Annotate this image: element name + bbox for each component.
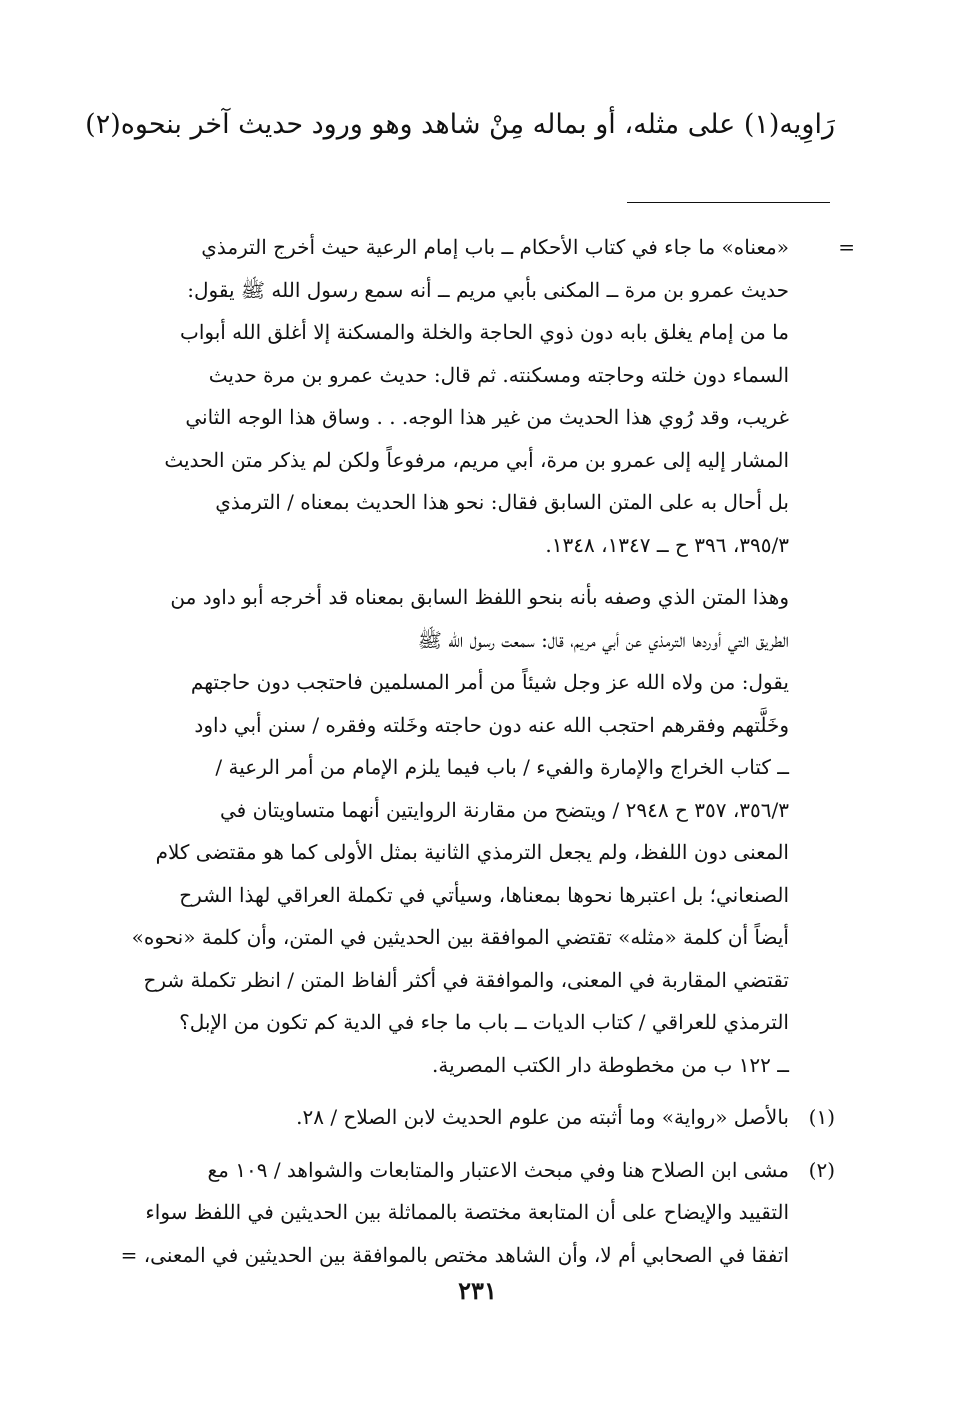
note-line: وخَلَّتهم وفقرهم احتجب الله عنه دون حاجته وخَلته وفقره / سنن أبي داود (194, 712, 789, 737)
continuation-mark: = (838, 235, 855, 259)
footnote-2 (120, 1149, 835, 1277)
footnote-number: (١) (808, 1105, 835, 1129)
note-line: بل أحال به على المتن السابق فقال: نحو هذا الحديث بمعناه / الترمذي (215, 490, 789, 514)
footnote-line: مشى ابن الصلاح هنا وفي مبحث الاعتبار والمتابعات والشواهد / ١٠٩ مع (207, 1157, 789, 1182)
note-line: غريب، وقد رُوي هذا الحديث من غير هذا الوجه. . . وساق هذا الوجه الثاني (185, 405, 789, 429)
note-line: ٣٩٥/٣، ٣٩٦ ح ــ ١٣٤٧، ١٣٤٨. (545, 532, 789, 557)
note-line: وهذا المتن الذي وصفه بأنه بنحو اللفظ السابق بمعناه قد أخرجه أبو داود من (170, 585, 789, 609)
note-line: المعنى دون اللفظ، ولم يجعل الترمذي الثانية بمثل الأولى كما هو مقتضى كلام (155, 840, 789, 864)
note-line: الصنعاني؛ بل اعتبرها نحوها بمعناها، وسيأتي في تكملة العراقي لهذا الشرح (179, 882, 789, 907)
note-line: المشار إليه إلى عمرو بن مرة، أبي مريم، مرفوعاً ولكن لم يذكر متن الحديث (164, 447, 789, 472)
note-line: تقتضي المقاربة في المعنى، والموافقة في أكثر ألفاظ المتن / انظر تكملة شرح (143, 967, 789, 992)
note-line: يقول: من ولاه الله عز وجل شيئاً من أمر المسلمين فاحتجب دون حاجتهم (190, 670, 789, 694)
footnote-1 (167, 1096, 835, 1139)
note-line: حديث عمرو بن مرة ــ المكنى بأبي مريم ــ أنه سمع رسول الله ﷺ يقول: (187, 277, 789, 302)
note-line: الطريق التي أوردها الترمذي عن أبي مريم، قال: سمعت رسول الله ﷺ (417, 627, 789, 652)
note-line: ٣٥٦/٣، ٣٥٧ ح ٢٩٤٨ / ويتضح من مقارنة الروايتين أنهما متساويتان في (220, 797, 789, 822)
footnote-number: (٢) (808, 1157, 835, 1182)
footnote-line: اتفقا في الصحابي أم لا، وأن الشاهد مختص بالموافقة بين الحديثين في المعنى، = (120, 1242, 789, 1267)
note-line: ما من إمام يغلق بابه دون ذوي الحاجة والخلة والمسكنة إلا أغلق الله أبواب (179, 320, 789, 344)
footnote-separator (627, 202, 830, 203)
second-paragraph (131, 576, 789, 1086)
note-line: السماء دون خلته وحاجته ومسكنته. ثم قال: حديث عمرو بن مرة حديث (208, 362, 789, 387)
footnote-line: التقييد والإيضاح على أن المتابعة مختصة بالمماثلة بين الحديثين في اللفظ سواء (145, 1200, 789, 1224)
note-line: «معناه» ما جاء في كتاب الأحكام ــ باب إمام الرعية حيث أخرج الترمذي (201, 235, 789, 259)
note-line: الترمذي للعراقي / كتاب الديات ــ باب ما جاء في الدية كم تكون من الإبل؟ (179, 1010, 789, 1034)
main-text-line: رَاوِيه(١) على مثله، أو بماله مِنْ شاهد وهو ورود حديث آخر بنحوه(٢) (85, 109, 835, 140)
continued-footnote (164, 226, 789, 566)
note-line: ــ كتاب الخراج والإمارة والفيء / باب فيما يلزم الإمام من أمر الرعية / (215, 755, 789, 779)
footnotes-area (120, 226, 835, 1276)
note-line: أيضاً أن كلمة «مثله» تقتضي الموافقة بين الحديثين في المتن، وأن كلمة «نحوه» (131, 925, 789, 949)
page-number: ٢٣١ (458, 1276, 497, 1305)
note-line: ــ ١٢٢ ب من مخطوطة دار الكتب المصرية. (432, 1052, 789, 1077)
footnote-line: بالأصل «رواية» وما أثبته من علوم الحديث لابن الصلاح / ٢٨. (296, 1105, 789, 1129)
